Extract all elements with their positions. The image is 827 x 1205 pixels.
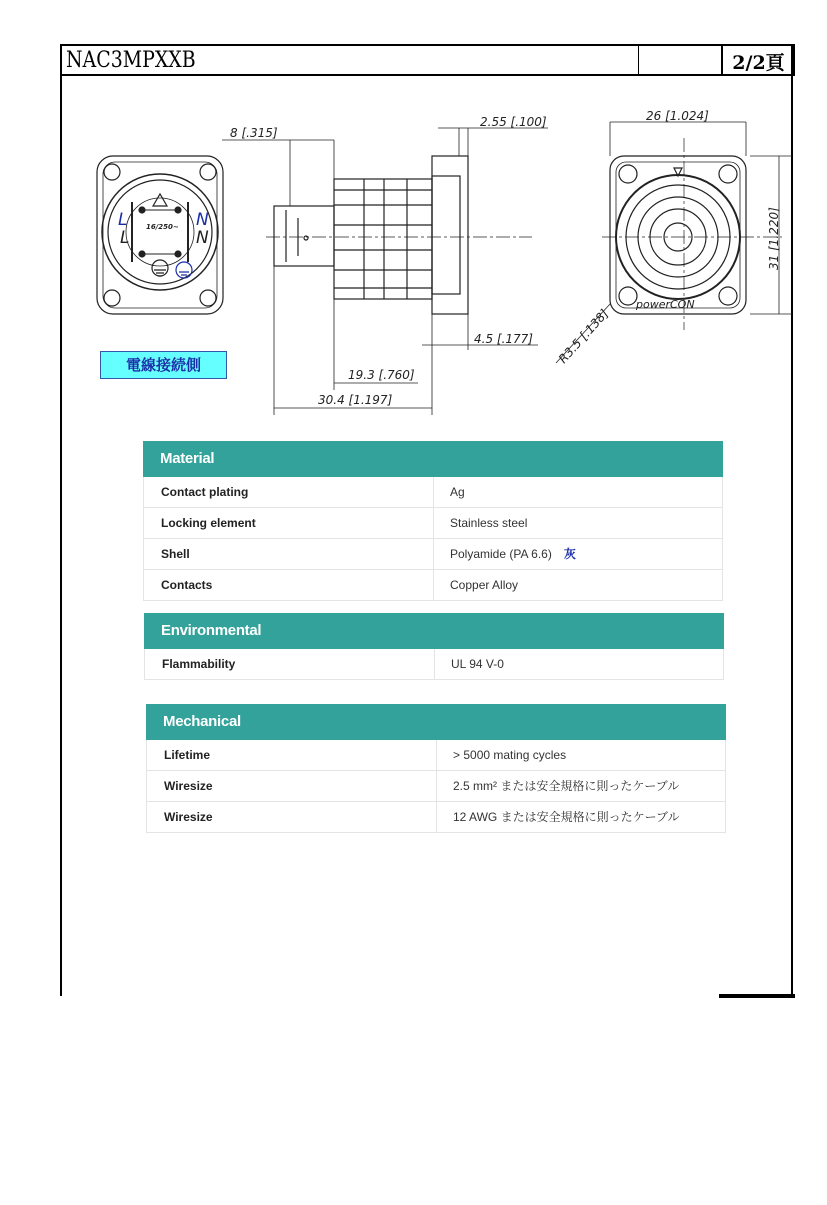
spec-row [143,570,723,601]
spec-row [146,740,726,771]
dim-8: 8 [.315] [230,126,278,140]
spec-key: Lifetime [147,740,437,770]
spec-value: Ag [450,485,465,499]
front-view [610,156,746,314]
spec-section-material [143,441,723,601]
section-header: Material [143,441,723,477]
spec-value: Polyamide (PA 6.6) [450,547,552,561]
rear-label-l-top: L [118,210,128,230]
spec-section-environmental [144,613,724,680]
page-number: 2/2頁 [732,52,785,74]
front-brand-label: powerCON [636,298,695,311]
section-header: Mechanical [146,704,726,740]
drawing-svg [62,80,793,440]
side-flange [432,156,468,314]
title-block [60,44,795,76]
dim-30-4: 30.4 [1.197] [318,393,393,407]
dim-26: 26 [1.024] [646,109,709,123]
dim-31: 31 [1.220] [767,207,781,270]
spec-value: 2.5 mm² または安全規格に則ったケーブル [453,779,680,793]
title-block-empty-cell [638,46,722,74]
side-view [274,156,468,314]
mount-hole [104,164,120,180]
spec-row [146,771,726,802]
mount-hole [619,287,637,305]
spec-row [143,477,723,508]
technical-drawing [62,80,793,440]
section-header: Environmental [144,613,724,649]
frame-bottom-bar [719,994,795,998]
side-body [334,179,432,299]
spec-row [143,539,723,570]
mount-hole [104,290,120,306]
spec-row [144,649,724,680]
spec-key: Contact plating [144,477,434,507]
spec-key: Contacts [144,570,434,600]
spec-section-mechanical [146,704,726,833]
dim-4-5: 4.5 [.177] [474,332,533,346]
mount-hole [719,165,737,183]
spec-key: Locking element [144,508,434,538]
spec-value: UL 94 V-0 [451,657,504,671]
rear-label-n-top: N [196,210,209,230]
spec-key: Wiresize [147,802,437,832]
dim-2-55: 2.55 [.100] [480,115,547,129]
document-title: NAC3MPXXB [66,48,196,73]
spec-value: 12 AWG または安全規格に則ったケーブル [453,810,680,824]
spec-key: Wiresize [147,771,437,801]
spec-value-with-note [434,539,722,569]
dim-19-3: 19.3 [.760] [348,368,415,382]
spec-key: Shell [144,539,434,569]
rear-stub [274,206,334,266]
mount-hole [619,165,637,183]
mount-hole [200,164,216,180]
spec-key: Flammability [145,649,435,679]
spec-value: Stainless steel [450,516,528,530]
spec-value: Copper Alloy [450,578,519,592]
mount-hole [719,287,737,305]
mount-hole [200,290,216,306]
spec-row [143,508,723,539]
color-note: 灰 [563,547,576,561]
rear-label-n: N [196,228,209,248]
spec-row [146,802,726,833]
dimension-lines [222,122,792,415]
dim-r3-5: R3.5 [.138] [555,306,612,367]
wire-side-label: 電線接続側 [100,351,227,379]
rear-label-l: L [120,228,130,248]
spec-value: > 5000 mating cycles [453,748,567,762]
rear-rating: 16/250~ [146,223,179,231]
front-flange [610,156,746,314]
title-block-divider [720,46,723,74]
